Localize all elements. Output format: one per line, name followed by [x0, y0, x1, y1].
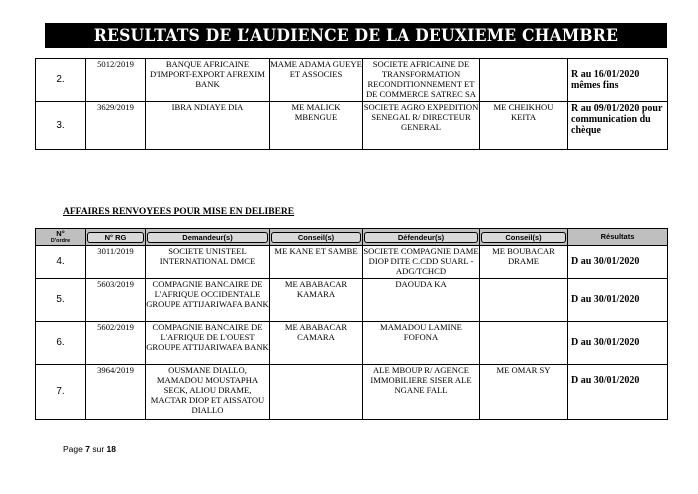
footer-prefix: Page [63, 444, 83, 454]
row-number: 4. [36, 246, 86, 279]
plaintiff: BANQUE AFRICAINE D'IMPORT-EXPORT AFREXIM BANK [146, 59, 270, 102]
page-footer [63, 444, 116, 454]
rg-number: 5602/2019 [86, 322, 146, 365]
plaintiff-counsel: ME ABABACAR KAMARA [270, 279, 363, 322]
row-number: 6. [36, 322, 86, 365]
deliberation-table [35, 228, 668, 420]
defendant-counsel [480, 279, 568, 322]
plaintiff-counsel: ME MALICK MBENGUE [270, 102, 363, 150]
table-row [36, 59, 668, 102]
header-rg: N° RG [86, 229, 146, 246]
header-results: Résultats [568, 229, 668, 246]
defendant-counsel: ME OMAR SY [480, 365, 568, 420]
page-banner [45, 23, 667, 48]
header-order-number-sub: D'ordre [50, 238, 71, 244]
result: D au 30/01/2020 [568, 365, 668, 420]
banner-title: RESULTATS DE L’AUDIENCE DE LA DEUXIEME CHAMBRE [93, 25, 619, 46]
defendant: DAOUDA KA [363, 279, 480, 322]
rg-number: 5012/2019 [86, 59, 146, 102]
hearing-results-table [35, 58, 668, 150]
plaintiff-counsel: ME ABABACAR CAMARA [270, 322, 363, 365]
plaintiff: OUSMANE DIALLO, MAMADOU MOUSTAPHA SECK, ALIOU DRAME, MACTAR DIOP ET AISSATOU DIALLO [146, 365, 270, 420]
row-number: 2. [36, 59, 86, 102]
table-header-row [36, 229, 668, 246]
plaintiff-counsel [270, 365, 363, 420]
header-order-number-main: N° [56, 229, 65, 238]
table-row [36, 246, 668, 279]
defendant-counsel [480, 59, 568, 102]
result: D au 30/01/2020 [568, 279, 668, 322]
defendant: ALE MBOUP R/ AGENCE IMMOBILIERE SISER ALE NGANE FALL [363, 365, 480, 420]
table-row [36, 279, 668, 322]
plaintiff: COMPAGNIE BANCAIRE DE L'AFRIQUE DE L'OUEST GROUPE ATTIJARIWAFA BANK [146, 322, 270, 365]
table-row [36, 322, 668, 365]
result: D au 30/01/2020 [568, 246, 668, 279]
rg-number: 3011/2019 [86, 246, 146, 279]
row-number: 7. [36, 365, 86, 420]
header-plaintiff-counsel: Conseil(s) [270, 229, 363, 246]
defendant-counsel: ME CHEIKHOU KEITA [480, 102, 568, 150]
rg-number: 3629/2019 [86, 102, 146, 150]
header-defendant-counsel: Conseil(s) [480, 229, 568, 246]
section-title: AFFAIRES RENVOYEES POUR MISE EN DELIBERE [63, 207, 295, 217]
row-number: 5. [36, 279, 86, 322]
header-defendant: Défendeur(s) [363, 229, 480, 246]
header-order-number [36, 229, 86, 246]
defendant: SOCIETE AFRICAINE DE TRANSFORMATION RECONDITIONNEMENT ET DE COMMERCE SATREC SA [363, 59, 480, 102]
defendant-counsel [480, 322, 568, 365]
header-plaintiff: Demandeur(s) [146, 229, 270, 246]
footer-separator: sur [92, 444, 105, 454]
plaintiff: COMPAGNIE BANCAIRE DE L'AFRIQUE OCCIDENTALE GROUPE ATTIJARIWAFA BANK [146, 279, 270, 322]
defendant: SOCIETE AGRO EXPEDITION SENEGAL R/ DIRECTEUR GENERAL [363, 102, 480, 150]
footer-total-pages: 18 [106, 444, 116, 454]
footer-page-number: 7 [85, 444, 90, 454]
row-number: 3. [36, 102, 86, 150]
table-row [36, 102, 668, 150]
defendant-counsel: ME BOUBACAR DRAME [480, 246, 568, 279]
plaintiff: SOCIETE UNISTEEL INTERNATIONAL DMCE [146, 246, 270, 279]
result: D au 30/01/2020 [568, 322, 668, 365]
plaintiff-counsel: ME KANE ET SAMBE [270, 246, 363, 279]
defendant: SOCIETE COMPAGNIE DAME DIOP DITE C.CDD SUARL -ADG/TCHCD [363, 246, 480, 279]
defendant: MAMADOU LAMINE FOFONA [363, 322, 480, 365]
rg-number: 3964/2019 [86, 365, 146, 420]
plaintiff-counsel: MAME ADAMA GUEYE ET ASSOCIES [270, 59, 363, 102]
table-row [36, 365, 668, 420]
result: R au 09/01/2020 pour communication du chèque [568, 102, 668, 150]
rg-number: 5603/2019 [86, 279, 146, 322]
result: R au 16/01/2020 mêmes fins [568, 59, 668, 102]
plaintiff: IBRA NDIAYE DIA [146, 102, 270, 150]
